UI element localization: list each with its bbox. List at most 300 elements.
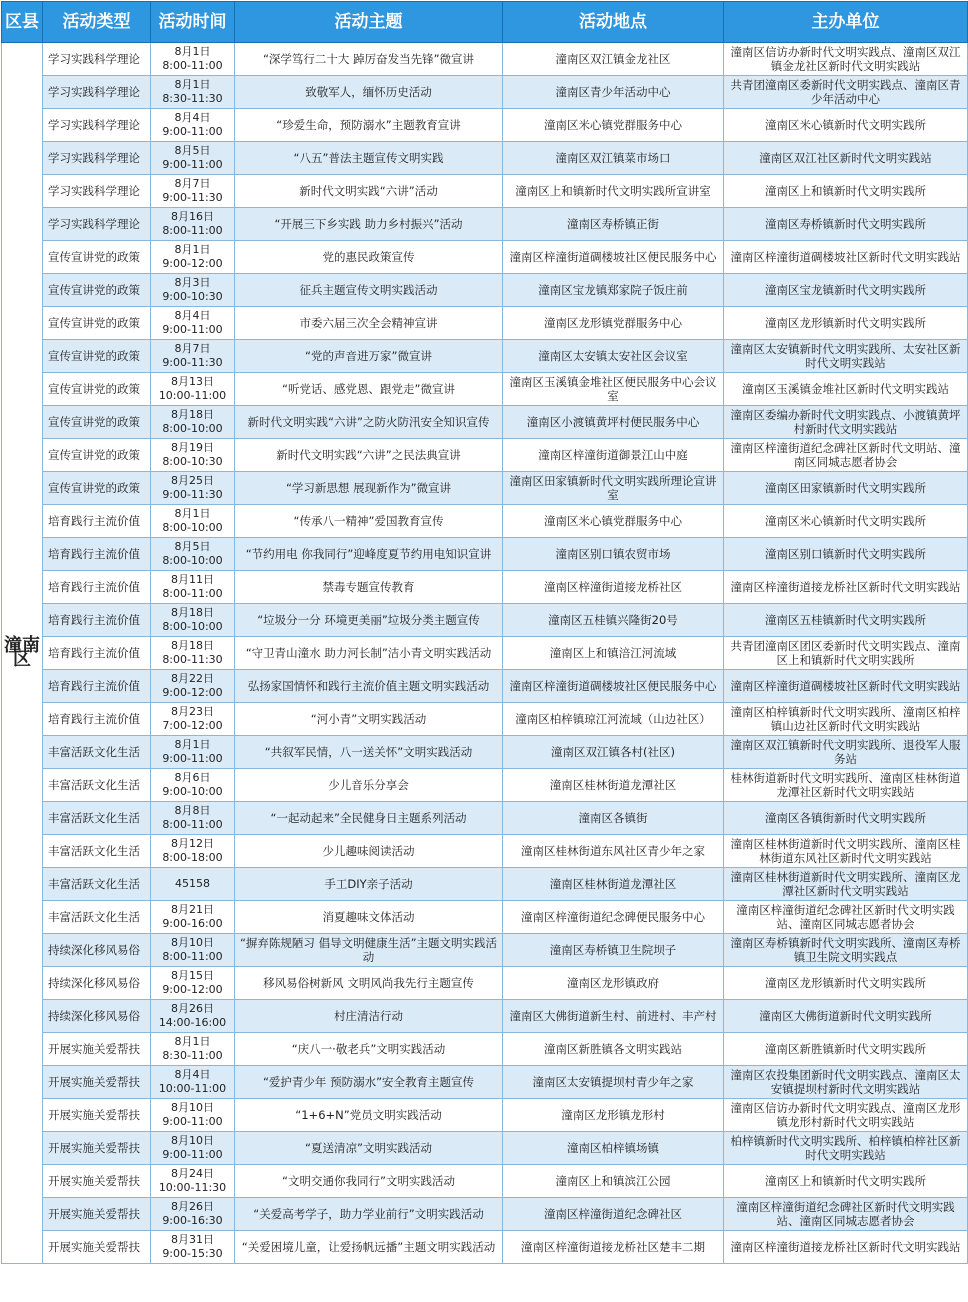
activity-theme-cell: “关爱困境儿童，让爱扬帆远播”主题文明实践活动 xyxy=(235,1231,503,1264)
activity-date: 8月4日 xyxy=(174,111,211,124)
organizer-cell: 潼南区米心镇新时代文明实践所 xyxy=(724,109,968,142)
activity-type-cell: 开展实施关爱帮扶 xyxy=(43,1099,151,1132)
activity-place-cell: 潼南区柏梓镇场镇 xyxy=(503,1132,724,1165)
table-row xyxy=(2,175,968,208)
activity-date: 8月11日 xyxy=(171,573,214,586)
activity-hours: 9:00-11:30 xyxy=(162,488,223,501)
organizer-cell: 潼南区农投集团新时代文明实践点、潼南区太安镇提坝村新时代文明实践站 xyxy=(724,1066,968,1099)
activity-hours: 8:00-11:00 xyxy=(162,59,223,72)
activity-time-cell xyxy=(151,43,235,76)
header-activity-theme: 活动主题 xyxy=(235,2,503,43)
activity-type-cell: 宣传宣讲党的政策 xyxy=(43,241,151,274)
activity-place-cell: 潼南区上和镇滨江公园 xyxy=(503,1165,724,1198)
activity-place-cell: 潼南区梓潼街道纪念碑社区 xyxy=(503,1198,724,1231)
table-row xyxy=(2,868,968,901)
activity-date: 8月7日 xyxy=(174,177,211,190)
activity-place-cell: 潼南区梓潼街道碉楼坡社区便民服务中心 xyxy=(503,241,724,274)
activity-place-cell: 潼南区龙形镇政府 xyxy=(503,967,724,1000)
activity-time-cell xyxy=(151,1099,235,1132)
activity-type-cell: 开展实施关爱帮扶 xyxy=(43,1198,151,1231)
activity-place-cell: 潼南区大佛街道新生村、前进村、丰产村 xyxy=(503,1000,724,1033)
activity-place-cell: 潼南区桂林街道东风社区青少年之家 xyxy=(503,835,724,868)
activity-time-cell xyxy=(151,1231,235,1264)
activity-theme-cell: 征兵主题宣传文明实践活动 xyxy=(235,274,503,307)
activity-time-cell xyxy=(151,142,235,175)
activity-date: 8月1日 xyxy=(174,738,211,751)
activity-time-cell xyxy=(151,934,235,967)
activity-hours: 8:00-10:00 xyxy=(162,620,223,633)
activity-hours: 9:00-11:00 xyxy=(162,323,223,336)
activity-type-cell: 宣传宣讲党的政策 xyxy=(43,274,151,307)
activity-date: 8月6日 xyxy=(174,771,211,784)
activity-hours: 8:30-11:30 xyxy=(162,92,223,105)
activity-theme-cell: 消夏趣味文体活动 xyxy=(235,901,503,934)
table-row xyxy=(2,307,968,340)
activity-theme-cell: 少儿趣味阅读活动 xyxy=(235,835,503,868)
activity-hours: 9:00-11:00 xyxy=(162,752,223,765)
table-row xyxy=(2,406,968,439)
organizer-cell: 潼南区五桂镇新时代文明实践所 xyxy=(724,604,968,637)
activity-type-cell: 培育践行主流价值 xyxy=(43,571,151,604)
activity-type-cell: 宣传宣讲党的政策 xyxy=(43,307,151,340)
activity-date: 8月21日 xyxy=(171,903,214,916)
activity-type-cell: 持续深化移风易俗 xyxy=(43,1000,151,1033)
activity-place-cell: 潼南区桂林街道龙潭社区 xyxy=(503,868,724,901)
activity-time-cell xyxy=(151,901,235,934)
activity-theme-cell: 致敬军人，缅怀历史活动 xyxy=(235,76,503,109)
activity-date: 8月15日 xyxy=(171,969,214,982)
activity-date: 8月23日 xyxy=(171,705,214,718)
activity-type-cell: 宣传宣讲党的政策 xyxy=(43,439,151,472)
activity-type-cell: 宣传宣讲党的政策 xyxy=(43,406,151,439)
activity-date: 8月1日 xyxy=(174,507,211,520)
table-row xyxy=(2,439,968,472)
activity-hours: 9:00-10:00 xyxy=(162,785,223,798)
activity-date: 8月18日 xyxy=(171,639,214,652)
activity-time-cell xyxy=(151,538,235,571)
activity-theme-cell: 弘扬家国情怀和践行主流价值主题文明实践活动 xyxy=(235,670,503,703)
activity-date: 8月26日 xyxy=(171,1002,214,1015)
activity-place-cell: 潼南区五桂镇兴隆街20号 xyxy=(503,604,724,637)
activity-time-cell xyxy=(151,439,235,472)
organizer-cell: 潼南区宝龙镇新时代文明实践所 xyxy=(724,274,968,307)
table-row xyxy=(2,835,968,868)
organizer-cell: 潼南区各镇街新时代文明实践所 xyxy=(724,802,968,835)
activity-date: 8月10日 xyxy=(171,1134,214,1147)
activity-time-cell xyxy=(151,307,235,340)
header-activity-type: 活动类型 xyxy=(43,2,151,43)
activity-hours: 10:00-11:00 xyxy=(158,1082,227,1095)
table-row xyxy=(2,109,968,142)
activity-time-cell xyxy=(151,241,235,274)
activity-type-cell: 学习实践科学理论 xyxy=(43,76,151,109)
activity-place-cell: 潼南区双江镇金龙社区 xyxy=(503,43,724,76)
table-row xyxy=(2,1099,968,1132)
header-activity-time: 活动时间 xyxy=(151,2,235,43)
activity-place-cell: 潼南区新胜镇各文明实践站 xyxy=(503,1033,724,1066)
activity-theme-cell: “摒弃陈规陋习 倡导文明健康生活”主题文明实践活动 xyxy=(235,934,503,967)
activity-type-cell: 培育践行主流价值 xyxy=(43,670,151,703)
activity-place-cell: 潼南区玉溪镇金堆社区便民服务中心会议室 xyxy=(503,373,724,406)
activity-hours: 10:00-11:30 xyxy=(158,1181,227,1194)
activity-place-cell: 潼南区寿桥镇正街 xyxy=(503,208,724,241)
activity-type-cell: 开展实施关爱帮扶 xyxy=(43,1231,151,1264)
activity-theme-cell: 党的惠民政策宣传 xyxy=(235,241,503,274)
activity-place-cell: 潼南区梓潼街道御景江山中庭 xyxy=(503,439,724,472)
activity-time-cell xyxy=(151,1198,235,1231)
activity-place-cell: 潼南区太安镇提坝村青少年之家 xyxy=(503,1066,724,1099)
activity-time-cell xyxy=(151,76,235,109)
activity-hours: 14:00-16:00 xyxy=(158,1016,227,1029)
organizer-cell: 共青团潼南区团区委新时代文明实践点、潼南区上和镇新时代文明实践所 xyxy=(724,637,968,670)
activity-type-cell: 培育践行主流价值 xyxy=(43,538,151,571)
activity-place-cell: 潼南区米心镇党群服务中心 xyxy=(503,505,724,538)
table-header-row xyxy=(2,2,968,43)
activity-date: 8月8日 xyxy=(174,804,211,817)
activity-hours: 9:00-12:00 xyxy=(162,983,223,996)
activity-type-cell: 培育践行主流价值 xyxy=(43,505,151,538)
activity-type-cell: 学习实践科学理论 xyxy=(43,43,151,76)
activity-date: 8月19日 xyxy=(171,441,214,454)
activity-theme-cell: “深学笃行二十大 踔厉奋发当先锋”微宣讲 xyxy=(235,43,503,76)
activity-theme-cell: 移风易俗树新风 文明风尚我先行主题宣传 xyxy=(235,967,503,1000)
table-row xyxy=(2,1165,968,1198)
activity-type-cell: 丰富活跃文化生活 xyxy=(43,835,151,868)
activity-theme-cell: “垃圾分一分 环境更美丽”垃圾分类主题宣传 xyxy=(235,604,503,637)
organizer-cell: 潼南区委编办新时代文明实践点、小渡镇黄坪村新时代文明实践站 xyxy=(724,406,968,439)
activity-theme-cell: “学习新思想 展现新作为”微宣讲 xyxy=(235,472,503,505)
activity-type-cell: 持续深化移风易俗 xyxy=(43,967,151,1000)
organizer-cell: 潼南区上和镇新时代文明实践所 xyxy=(724,1165,968,1198)
activity-place-cell: 潼南区太安镇太安社区会议室 xyxy=(503,340,724,373)
table-row xyxy=(2,142,968,175)
activity-time-cell xyxy=(151,1165,235,1198)
table-row xyxy=(2,241,968,274)
activity-place-cell: 潼南区桂林街道龙潭社区 xyxy=(503,769,724,802)
activity-place-cell: 潼南区双江镇各村(社区) xyxy=(503,736,724,769)
table-row xyxy=(2,1198,968,1231)
activity-schedule-table xyxy=(1,1,968,1264)
activity-time-cell xyxy=(151,373,235,406)
organizer-cell: 潼南区龙形镇新时代文明实践所 xyxy=(724,967,968,1000)
table-row xyxy=(2,967,968,1000)
activity-theme-cell: 村庄清洁行动 xyxy=(235,1000,503,1033)
organizer-cell: 潼南区信访办新时代文明实践点、潼南区龙形镇龙形村新时代文明实践站 xyxy=(724,1099,968,1132)
district-cell: 潼南区 xyxy=(2,43,43,1264)
activity-hours: 8:00-11:00 xyxy=(162,818,223,831)
organizer-cell: 潼南区桂林街道新时代文明实践所、潼南区桂林街道东风社区新时代文明实践站 xyxy=(724,835,968,868)
activity-time-cell xyxy=(151,835,235,868)
activity-place-cell: 潼南区上和镇涪江河流域 xyxy=(503,637,724,670)
activity-theme-cell: “听党话、感党恩、跟党走”微宣讲 xyxy=(235,373,503,406)
activity-date: 8月25日 xyxy=(171,474,214,487)
activity-date: 8月1日 xyxy=(174,78,211,91)
organizer-cell: 潼南区信访办新时代文明实践点、潼南区双江镇金龙社区新时代文明实践站 xyxy=(724,43,968,76)
activity-type-cell: 学习实践科学理论 xyxy=(43,142,151,175)
organizer-cell: 潼南区梓潼街道纪念碑社区新时代文明实践站、潼南区同城志愿者协会 xyxy=(724,1198,968,1231)
activity-date: 8月10日 xyxy=(171,936,214,949)
activity-time-cell xyxy=(151,1066,235,1099)
table-row xyxy=(2,1132,968,1165)
table-row xyxy=(2,901,968,934)
activity-time-cell xyxy=(151,109,235,142)
activity-type-cell: 学习实践科学理论 xyxy=(43,175,151,208)
activity-hours: 8:00-10:00 xyxy=(162,422,223,435)
activity-place-cell: 潼南区小渡镇黄坪村便民服务中心 xyxy=(503,406,724,439)
activity-theme-cell: “文明交通你我同行”文明实践活动 xyxy=(235,1165,503,1198)
activity-time-cell xyxy=(151,274,235,307)
activity-time-cell xyxy=(151,175,235,208)
organizer-cell: 桂林街道新时代文明实践所、潼南区桂林街道龙潭社区新时代文明实践站 xyxy=(724,769,968,802)
activity-type-cell: 持续深化移风易俗 xyxy=(43,934,151,967)
activity-time-cell xyxy=(151,505,235,538)
activity-hours: 9:00-12:00 xyxy=(162,686,223,699)
table-row xyxy=(2,43,968,76)
activity-type-cell: 培育践行主流价值 xyxy=(43,604,151,637)
activity-date: 8月5日 xyxy=(174,540,211,553)
activity-hours: 9:00-11:00 xyxy=(162,1115,223,1128)
activity-time-cell xyxy=(151,208,235,241)
activity-place-cell: 潼南区梓潼街道纪念碑便民服务中心 xyxy=(503,901,724,934)
activity-hours: 8:00-10:30 xyxy=(162,455,223,468)
activity-date: 8月12日 xyxy=(171,837,214,850)
activity-hours: 9:00-11:00 xyxy=(162,158,223,171)
activity-place-cell: 潼南区梓潼街道接龙桥社区 xyxy=(503,571,724,604)
organizer-cell: 潼南区梓潼街道纪念碑社区新时代文明站、潼南区同城志愿者协会 xyxy=(724,439,968,472)
table-row xyxy=(2,736,968,769)
activity-time-cell xyxy=(151,637,235,670)
table-row xyxy=(2,1231,968,1264)
organizer-cell: 潼南区梓潼街道纪念碑社区新时代文明实践站、潼南区同城志愿者协会 xyxy=(724,901,968,934)
activity-theme-cell: “八五”普法主题宣传文明实践 xyxy=(235,142,503,175)
organizer-cell: 潼南区柏梓镇新时代文明实践所、潼南区柏梓镇山边社区新时代文明实践站 xyxy=(724,703,968,736)
activity-date: 8月4日 xyxy=(174,1068,211,1081)
activity-place-cell: 潼南区龙形镇龙形村 xyxy=(503,1099,724,1132)
activity-date: 8月13日 xyxy=(171,375,214,388)
activity-time-cell xyxy=(151,571,235,604)
activity-date: 8月3日 xyxy=(174,276,211,289)
activity-hours: 9:00-15:30 xyxy=(162,1247,223,1260)
activity-date: 8月31日 xyxy=(171,1233,214,1246)
table-row xyxy=(2,934,968,967)
organizer-cell: 潼南区桂林街道新时代文明实践所、潼南区龙潭社区新时代文明实践站 xyxy=(724,868,968,901)
organizer-cell: 共青团潼南区委新时代文明实践点、潼南区青少年活动中心 xyxy=(724,76,968,109)
activity-date: 8月18日 xyxy=(171,606,214,619)
activity-theme-cell: “一起动起来”全民健身日主题系列活动 xyxy=(235,802,503,835)
activity-theme-cell: 市委六届三次全会精神宣讲 xyxy=(235,307,503,340)
activity-type-cell: 培育践行主流价值 xyxy=(43,703,151,736)
activity-date: 8月5日 xyxy=(174,144,211,157)
organizer-cell: 潼南区米心镇新时代文明实践所 xyxy=(724,505,968,538)
organizer-cell: 潼南区双江社区新时代文明实践站 xyxy=(724,142,968,175)
table-row xyxy=(2,604,968,637)
activity-hours: 9:00-10:30 xyxy=(162,290,223,303)
activity-theme-cell: 新时代文明实践“六讲”活动 xyxy=(235,175,503,208)
activity-date: 8月4日 xyxy=(174,309,211,322)
activity-place-cell: 潼南区寿桥镇卫生院坝子 xyxy=(503,934,724,967)
activity-place-cell: 潼南区梓潼街道碉楼坡社区便民服务中心 xyxy=(503,670,724,703)
activity-theme-cell: “庆八一·敬老兵”文明实践活动 xyxy=(235,1033,503,1066)
activity-hours: 8:00-11:00 xyxy=(162,224,223,237)
table-row xyxy=(2,802,968,835)
organizer-cell: 潼南区龙形镇新时代文明实践所 xyxy=(724,307,968,340)
table-row xyxy=(2,538,968,571)
activity-place-cell: 潼南区龙形镇党群服务中心 xyxy=(503,307,724,340)
organizer-cell: 潼南区梓潼街道碉楼坡社区新时代文明实践站 xyxy=(724,241,968,274)
table-row xyxy=(2,274,968,307)
organizer-cell: 潼南区梓潼街道接龙桥社区新时代文明实践站 xyxy=(724,1231,968,1264)
activity-place-cell: 潼南区柏梓镇琼江河流域（山边社区） xyxy=(503,703,724,736)
activity-type-cell: 开展实施关爱帮扶 xyxy=(43,1132,151,1165)
activity-date: 8月18日 xyxy=(171,408,214,421)
activity-place-cell: 潼南区梓潼街道接龙桥社区楚丰二期 xyxy=(503,1231,724,1264)
activity-theme-cell: “开展三下乡实践 助力乡村振兴”活动 xyxy=(235,208,503,241)
activity-type-cell: 宣传宣讲党的政策 xyxy=(43,373,151,406)
activity-date: 8月10日 xyxy=(171,1101,214,1114)
organizer-cell: 潼南区玉溪镇金堆社区新时代文明实践站 xyxy=(724,373,968,406)
activity-hours: 9:00-11:30 xyxy=(162,356,223,369)
table-row xyxy=(2,1033,968,1066)
header-organizer: 主办单位 xyxy=(724,2,968,43)
organizer-cell: 潼南区新胜镇新时代文明实践所 xyxy=(724,1033,968,1066)
organizer-cell: 潼南区梓潼街道碉楼坡社区新时代文明实践站 xyxy=(724,670,968,703)
table-row xyxy=(2,472,968,505)
activity-date: 8月7日 xyxy=(174,342,211,355)
activity-place-cell: 潼南区米心镇党群服务中心 xyxy=(503,109,724,142)
activity-type-cell: 培育践行主流价值 xyxy=(43,637,151,670)
activity-type-cell: 开展实施关爱帮扶 xyxy=(43,1033,151,1066)
activity-hours: 9:00-11:00 xyxy=(162,125,223,138)
header-activity-place: 活动地点 xyxy=(503,2,724,43)
table-row xyxy=(2,637,968,670)
activity-theme-cell: “爱护青少年 预防溺水”安全教育主题宣传 xyxy=(235,1066,503,1099)
organizer-cell: 潼南区寿桥镇新时代文明实践所、潼南区寿桥镇卫生院文明实践点 xyxy=(724,934,968,967)
activity-theme-cell: “关爱高考学子，助力学业前行”文明实践活动 xyxy=(235,1198,503,1231)
table-row xyxy=(2,571,968,604)
activity-theme-cell: “1+6+N”党员文明实践活动 xyxy=(235,1099,503,1132)
activity-type-cell: 丰富活跃文化生活 xyxy=(43,736,151,769)
activity-time-cell xyxy=(151,1000,235,1033)
activity-hours: 8:00-11:00 xyxy=(162,950,223,963)
activity-type-cell: 宣传宣讲党的政策 xyxy=(43,340,151,373)
activity-type-cell: 宣传宣讲党的政策 xyxy=(43,472,151,505)
activity-time-cell xyxy=(151,769,235,802)
activity-type-cell: 丰富活跃文化生活 xyxy=(43,769,151,802)
organizer-cell: 潼南区寿桥镇新时代文明实践所 xyxy=(724,208,968,241)
activity-time-cell xyxy=(151,703,235,736)
header-district: 区县 xyxy=(2,2,43,43)
organizer-cell: 潼南区田家镇新时代文明实践所 xyxy=(724,472,968,505)
activity-hours: 8:00-18:00 xyxy=(162,851,223,864)
activity-time-cell xyxy=(151,604,235,637)
table-row xyxy=(2,208,968,241)
activity-hours: 9:00-12:00 xyxy=(162,257,223,270)
activity-type-cell: 开展实施关爱帮扶 xyxy=(43,1165,151,1198)
activity-hours: 8:00-11:30 xyxy=(162,653,223,666)
table-row xyxy=(2,703,968,736)
organizer-cell: 潼南区上和镇新时代文明实践所 xyxy=(724,175,968,208)
activity-date: 8月1日 xyxy=(174,243,211,256)
activity-hours: 9:00-16:00 xyxy=(162,917,223,930)
activity-place-cell: 潼南区上和镇新时代文明实践所宣讲室 xyxy=(503,175,724,208)
activity-time-cell xyxy=(151,802,235,835)
activity-hours: 7:00-12:00 xyxy=(162,719,223,732)
table-body xyxy=(2,43,968,1264)
organizer-cell: 柏梓镇新时代文明实践所、柏梓镇柏梓社区新时代文明实践站 xyxy=(724,1132,968,1165)
activity-type-cell: 丰富活跃文化生活 xyxy=(43,868,151,901)
table-row xyxy=(2,670,968,703)
activity-theme-cell: “河小青”文明实践活动 xyxy=(235,703,503,736)
table-row xyxy=(2,1000,968,1033)
activity-time-cell xyxy=(151,967,235,1000)
activity-date: 8月24日 xyxy=(171,1167,214,1180)
activity-date: 8月26日 xyxy=(171,1200,214,1213)
activity-type-cell: 学习实践科学理论 xyxy=(43,109,151,142)
activity-theme-cell: “节约用电 你我同行”迎峰度夏节约用电知识宣讲 xyxy=(235,538,503,571)
organizer-cell: 潼南区大佛街道新时代文明实践所 xyxy=(724,1000,968,1033)
activity-time-cell xyxy=(151,670,235,703)
activity-place-cell: 潼南区青少年活动中心 xyxy=(503,76,724,109)
organizer-cell: 潼南区双江镇新时代文明实践所、退役军人服务站 xyxy=(724,736,968,769)
activity-time-cell xyxy=(151,340,235,373)
activity-theme-cell: “守卫青山潼水 助力河长制”洁小青文明实践活动 xyxy=(235,637,503,670)
activity-hours: 9:00-11:00 xyxy=(162,1148,223,1161)
activity-date: 8月16日 xyxy=(171,210,214,223)
activity-place-cell: 潼南区宝龙镇郑家院子饭庄前 xyxy=(503,274,724,307)
activity-type-cell: 开展实施关爱帮扶 xyxy=(43,1066,151,1099)
activity-theme-cell: “珍爱生命，预防溺水”主题教育宣讲 xyxy=(235,109,503,142)
activity-date: 45158 xyxy=(175,877,210,890)
activity-time-cell xyxy=(151,868,235,901)
activity-date: 8月1日 xyxy=(174,45,211,58)
activity-place-cell: 潼南区别口镇农贸市场 xyxy=(503,538,724,571)
activity-time-cell xyxy=(151,736,235,769)
organizer-cell: 潼南区太安镇新时代文明实践所、太安社区新时代文明实践站 xyxy=(724,340,968,373)
table-row xyxy=(2,1066,968,1099)
organizer-cell: 潼南区梓潼街道接龙桥社区新时代文明实践站 xyxy=(724,571,968,604)
table-row xyxy=(2,76,968,109)
activity-place-cell: 潼南区各镇街 xyxy=(503,802,724,835)
activity-theme-cell: 手工DIY亲子活动 xyxy=(235,868,503,901)
activity-theme-cell: 禁毒专题宣传教育 xyxy=(235,571,503,604)
activity-place-cell: 潼南区双江镇菜市场口 xyxy=(503,142,724,175)
table-row xyxy=(2,769,968,802)
activity-hours: 10:00-11:00 xyxy=(158,389,227,402)
activity-theme-cell: “夏送清凉”文明实践活动 xyxy=(235,1132,503,1165)
activity-hours: 9:00-11:30 xyxy=(162,191,223,204)
activity-theme-cell: 少儿音乐分享会 xyxy=(235,769,503,802)
activity-date: 8月1日 xyxy=(174,1035,211,1048)
table-row xyxy=(2,340,968,373)
activity-type-cell: 学习实践科学理论 xyxy=(43,208,151,241)
activity-time-cell xyxy=(151,406,235,439)
activity-hours: 8:00-10:00 xyxy=(162,521,223,534)
activity-hours: 8:00-11:00 xyxy=(162,587,223,600)
activity-type-cell: 丰富活跃文化生活 xyxy=(43,802,151,835)
activity-hours: 8:00-10:00 xyxy=(162,554,223,567)
table-row xyxy=(2,505,968,538)
activity-hours: 8:30-11:00 xyxy=(162,1049,223,1062)
activity-theme-cell: “党的声音进万家”微宣讲 xyxy=(235,340,503,373)
activity-time-cell xyxy=(151,1132,235,1165)
activity-type-cell: 丰富活跃文化生活 xyxy=(43,901,151,934)
table-row xyxy=(2,373,968,406)
activity-theme-cell: 新时代文明实践“六讲”之民法典宣讲 xyxy=(235,439,503,472)
activity-date: 8月22日 xyxy=(171,672,214,685)
activity-time-cell xyxy=(151,472,235,505)
activity-time-cell xyxy=(151,1033,235,1066)
activity-place-cell: 潼南区田家镇新时代文明实践所理论宣讲室 xyxy=(503,472,724,505)
